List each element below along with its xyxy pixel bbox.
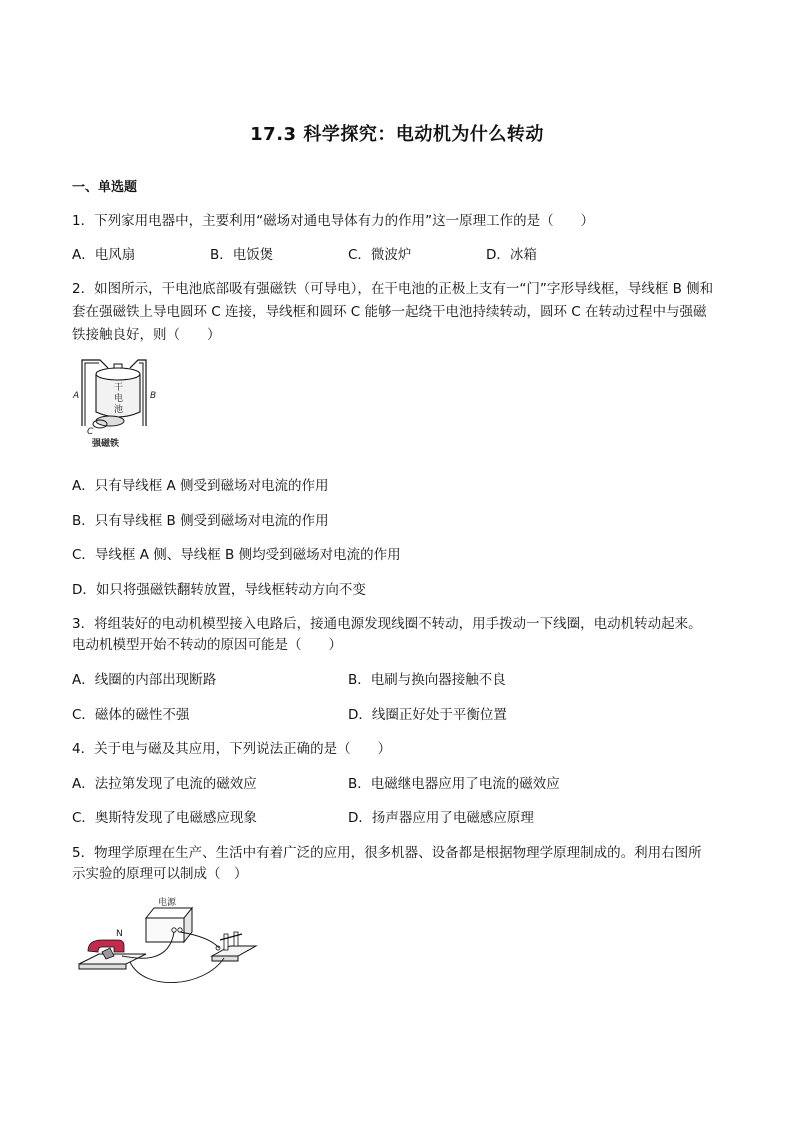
label-b: B <box>150 391 157 401</box>
q4-option-b: B．电磁继电器应用了电流的磁效应 <box>348 776 560 792</box>
q2-option-d: D．如只将强磁铁翻转放置，导线框转动方向不变 <box>72 582 366 598</box>
question-2-stem-line-2: 套在强磁铁上导电圆环 C 连接，导线框和圆环 C 能够一起绕干电池持续转动，圆环 C 在转动过程中与强磁 <box>72 304 707 320</box>
magnet-caption: 强磁铁 <box>92 439 120 449</box>
label-c: C <box>87 427 94 437</box>
battery-char-3: 池 <box>114 405 124 415</box>
circuit-experiment-figure <box>74 896 264 992</box>
power-supply-label: 电源 <box>158 898 177 908</box>
section-heading: 一、单选题 <box>72 180 138 195</box>
q1-option-c: C．微波炉 <box>348 247 412 263</box>
q2-option-c: C．导线框 A 侧、导线框 B 侧均受到磁场对电流的作用 <box>72 547 401 563</box>
q2-option-a: A．只有导线框 A 侧受到磁场对电流的作用 <box>72 478 329 494</box>
q4-option-d: D．扬声器应用了电磁感应原理 <box>348 810 534 826</box>
q1-option-d: D．冰箱 <box>486 247 537 263</box>
q3-option-b: B．电刷与换向器接触不良 <box>348 672 506 688</box>
magnet-pole-n: N <box>116 929 123 939</box>
q4-option-c: C．奥斯特发现了电磁感应现象 <box>72 810 257 826</box>
battery-char-1: 干 <box>114 383 124 393</box>
page-title: 17.3 科学探究：电动机为什么转动 <box>250 124 544 145</box>
q3-option-a: A．线圈的内部出现断路 <box>72 672 217 688</box>
q2-option-b: B．只有导线框 B 侧受到磁场对电流的作用 <box>72 513 329 529</box>
q4-option-a: A．法拉第发现了电流的磁效应 <box>72 776 257 792</box>
question-3-stem-line-1: 3．将组装好的电动机模型接入电路后，接通电源发现线圈不转动，用手拨动一下线圈，电动机转动起来。 <box>72 616 702 632</box>
battery-magnet-figure <box>70 352 160 452</box>
question-2-stem-line-3: 铁接触良好，则（ ） <box>72 327 221 343</box>
battery-char-2: 电 <box>114 394 124 404</box>
q3-option-c: C．磁体的磁性不强 <box>72 707 190 723</box>
question-1-stem: 1．下列家用电器中，主要利用“磁场对通电导体有力的作用”这一原理工作的是（ ） <box>72 213 595 229</box>
q1-option-a: A．电风扇 <box>72 247 136 263</box>
question-5-stem-line-1: 5．物理学原理在生产、生活中有着广泛的应用，很多机器、设备都是根据物理学原理制成的。利用右图所 <box>72 845 702 861</box>
question-3-stem-line-2: 电动机模型开始不转动的原因可能是（ ） <box>72 637 342 653</box>
label-a: A <box>73 391 80 401</box>
q1-option-b: B．电饭煲 <box>210 247 274 263</box>
q3-option-d: D．线圈正好处于平衡位置 <box>348 707 507 723</box>
question-5-stem-line-2: 示实验的原理可以制成（ ） <box>72 866 248 882</box>
question-2-stem-line-1: 2．如图所示，干电池底部吸有强磁铁（可导电），在干电池的正极上支有一“门”字形导线框，导线框 B 侧和 <box>72 281 714 297</box>
question-4-stem: 4．关于电与磁及其应用，下列说法正确的是（ ） <box>72 741 392 757</box>
